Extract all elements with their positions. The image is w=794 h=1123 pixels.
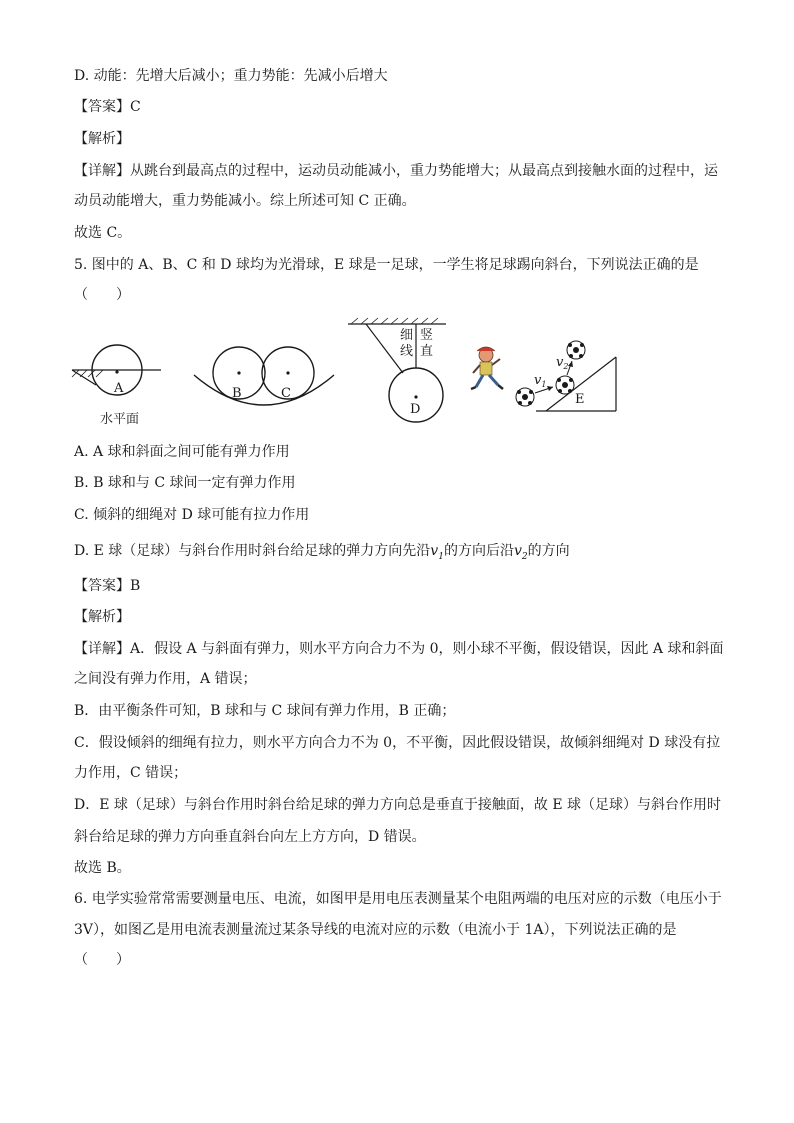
q5-option-b: B. B 球和与 C 球间一定有弹力作用 [74, 475, 296, 491]
ball-d-label: D [410, 402, 421, 417]
option-d-mid: 的方向后沿 [443, 543, 514, 559]
option-d-suffix: 的方向 [527, 543, 570, 559]
detail-tag: 【详解】 [74, 163, 130, 179]
q4-analysis-tag: 【解析】 [74, 131, 130, 147]
detail-tag: 【详解】 [74, 641, 130, 657]
ball-d-center [414, 395, 417, 398]
ground-label: 水平面 [100, 412, 140, 427]
answer-value: B [130, 578, 141, 594]
q5-detail-a1 [74, 639, 724, 659]
option-d-v2 [513, 543, 528, 562]
ball-b-label: B [232, 386, 242, 401]
q5-detail-b: B．由平衡条件可知，B 球和与 C 球间有弹力作用，B 正确； [74, 703, 456, 719]
vertical-label-char1: 竖 [420, 328, 434, 343]
q4-conclusion: 故选 C。 [74, 225, 132, 241]
q4-detail-line2: 动员动能增大，重力势能减小。综上所述可知 C 正确。 [74, 193, 416, 209]
q5-option-c: C. 倾斜的细绳对 D 球可能有拉力作用 [74, 507, 310, 523]
answer-value: C [130, 99, 141, 115]
q6-stem-line1: 6. 电学实验常常需要测量电压、电流，如图甲是用电压表测量某个电阻两端的电压对应的示数（电压小于 [74, 891, 722, 907]
answer-tag: 【答案】 [74, 578, 130, 594]
q4-detail-line1 [74, 161, 718, 181]
q5-analysis-tag: 【解析】 [74, 609, 130, 625]
q5-stem-line1: 5. 图中的 A、B、C 和 D 球均为光滑球，E 球是一足球，一学生将足球踢向斜台，下列说法正确的是 [74, 257, 699, 273]
v1-letter: v [534, 373, 542, 388]
q6-stem-line2: 3V），如图乙是用电流表测量流过某条导线的电流对应的示数（电流小于 1A），下列说法正确的是 [74, 922, 677, 938]
q5-option-a: A. A 球和斜面之间可能有弹力作用 [74, 444, 290, 460]
detail-text: 从跳台到最高点的过程中，运动员动能减小，重力势能增大；从最高点到接触水面的过程中，运 [130, 163, 718, 179]
q5-detail-c2: 力作用，C 错误； [74, 765, 188, 781]
option-d-v2-subscript: 2 [521, 551, 528, 562]
v1-label [534, 373, 546, 389]
q5-detail-d1: D．E 球（足球）与斜台作用时斜台给足球的弹力方向总是垂直于接触面，故 E 球（足球）与斜台作用时 [74, 797, 722, 813]
q4-option-d: D. 动能：先增大后减小；重力势能：先减小后增大 [74, 68, 388, 84]
v1-subscript: 1 [541, 380, 547, 389]
v2-label [556, 355, 568, 371]
student-figure [471, 347, 503, 389]
v2-letter: v [556, 355, 564, 370]
q6-stem-line3: （ ） [74, 952, 130, 968]
panel-a [72, 345, 161, 427]
detail-text: A．假设 A 与斜面有弹力，则水平方向合力不为 0，则小球不平衡，假设错误，因此 A 球和斜面 [130, 641, 724, 657]
vertical-label-char2: 直 [420, 344, 434, 359]
answer-tag: 【答案】 [74, 99, 130, 115]
football-1 [516, 388, 534, 406]
string-label-char1: 细 [400, 328, 414, 343]
q5-option-d [74, 541, 570, 567]
option-d-prefix: D. E 球（足球）与斜台作用时斜台给足球的弹力方向先沿 [74, 543, 431, 559]
option-d-v1 [430, 543, 444, 562]
q5-stem-line2: （ ） [74, 287, 130, 303]
ball-a-center [115, 370, 118, 373]
vertical-label [420, 327, 433, 359]
ball-c-center [286, 371, 289, 374]
string-label-char2: 线 [400, 344, 414, 359]
panel-e [471, 341, 616, 411]
ball-a-label: A [114, 381, 124, 396]
string-label [400, 328, 413, 359]
option-d-v2-letter: v [513, 543, 522, 559]
ball-c-label: C [281, 386, 291, 401]
football-2 [556, 376, 574, 394]
q5-detail-c1: C．假设倾斜的细绳有拉力，则水平方向合力不为 0，不平衡，因此假设错误，故倾斜细绳对 D 球没有拉 [74, 735, 721, 751]
q5-conclusion: 故选 B。 [74, 860, 131, 876]
q4-answer [74, 97, 141, 117]
q5-detail-a2: 之间没有弹力作用，A 错误； [74, 671, 257, 687]
ball-e-label: E [575, 392, 585, 407]
panel-d [348, 318, 446, 422]
football-3 [567, 341, 585, 359]
panel-bc [194, 347, 334, 405]
q5-answer [74, 576, 140, 596]
ball-b-center [237, 371, 240, 374]
v2-subscript: 2 [563, 362, 569, 371]
q5-figure [66, 315, 626, 430]
q5-detail-d2: 斜台给足球的弹力方向垂直斜台向左上方方向，D 错误。 [74, 829, 426, 845]
option-d-v1-subscript: 1 [438, 551, 444, 562]
option-d-v1-letter: v [430, 543, 439, 559]
